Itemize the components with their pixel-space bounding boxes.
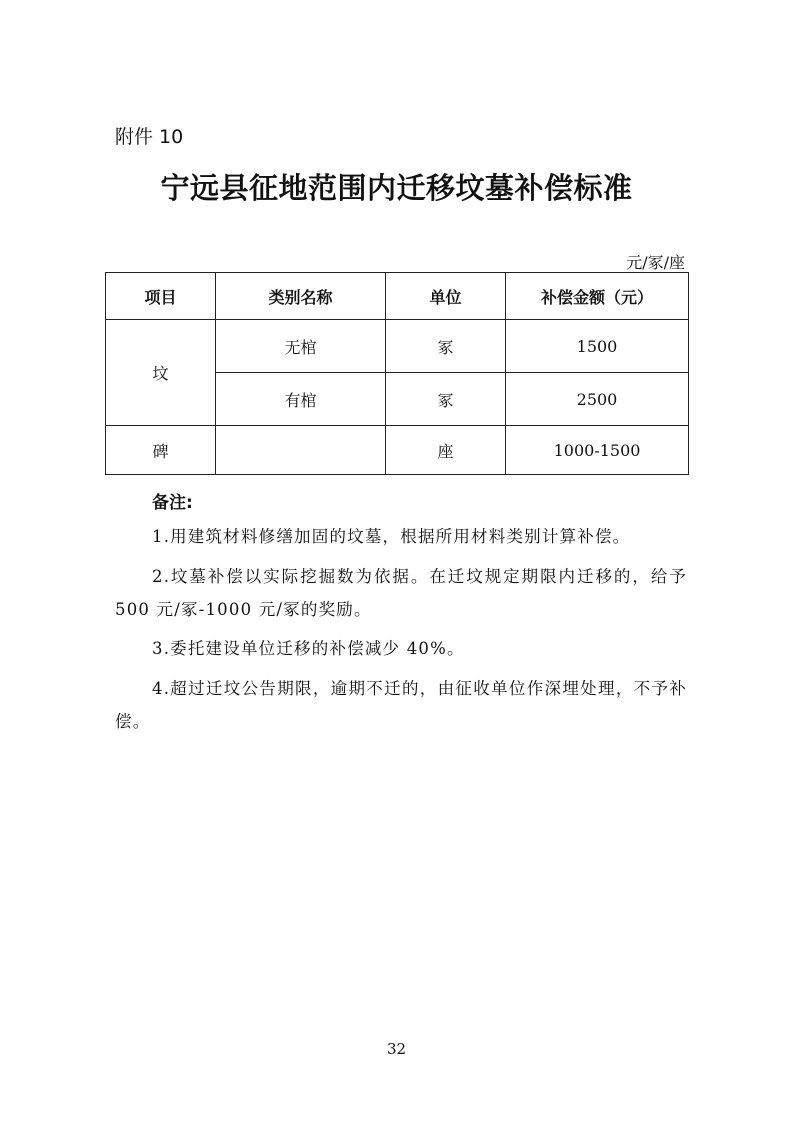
table-row [106,320,689,373]
cell-unit: 冢 [386,320,506,373]
page-number: 32 [386,1040,407,1058]
note-item: 4.超过迁坟公告期限，逾期不迁的，由征收单位作深埋处理，不予补偿。 [115,679,687,731]
note-item: 3.委托建设单位迁移的补偿减少 40%。 [152,639,465,658]
attachment-label: 附件 10 [115,126,184,148]
header-category: 类别名称 [216,273,386,320]
note-item: 1.用建筑材料修缮加固的坟墓，根据所用材料类别计算补偿。 [152,527,631,546]
cell-unit: 冢 [386,373,506,426]
header-unit: 单位 [386,273,506,320]
cell-category: 无棺 [216,320,386,373]
table-header-row [106,273,689,320]
cell-unit: 座 [386,426,506,475]
note-item: 2.坟墓补偿以实际挖掘数为依据。在迁坟规定期限内迁移的，给予 500 元/冢-1000 元/冢的奖励。 [115,567,687,619]
cell-amount: 1000-1500 [506,426,689,475]
document-title: 宁远县征地范围内迁移坟墓补偿标准 [160,171,633,205]
compensation-table [105,272,689,475]
cell-item: 碑 [106,426,216,475]
cell-amount: 1500 [506,320,689,373]
header-item: 项目 [106,273,216,320]
cell-category [216,426,386,475]
header-amount: 补偿金额（元） [506,273,689,320]
unit-note: 元/冢/座 [626,253,685,272]
notes-title: 备注: [152,493,193,513]
cell-category: 有棺 [216,373,386,426]
cell-amount: 2500 [506,373,689,426]
table-row [106,426,689,475]
cell-item: 坟 [106,320,216,426]
